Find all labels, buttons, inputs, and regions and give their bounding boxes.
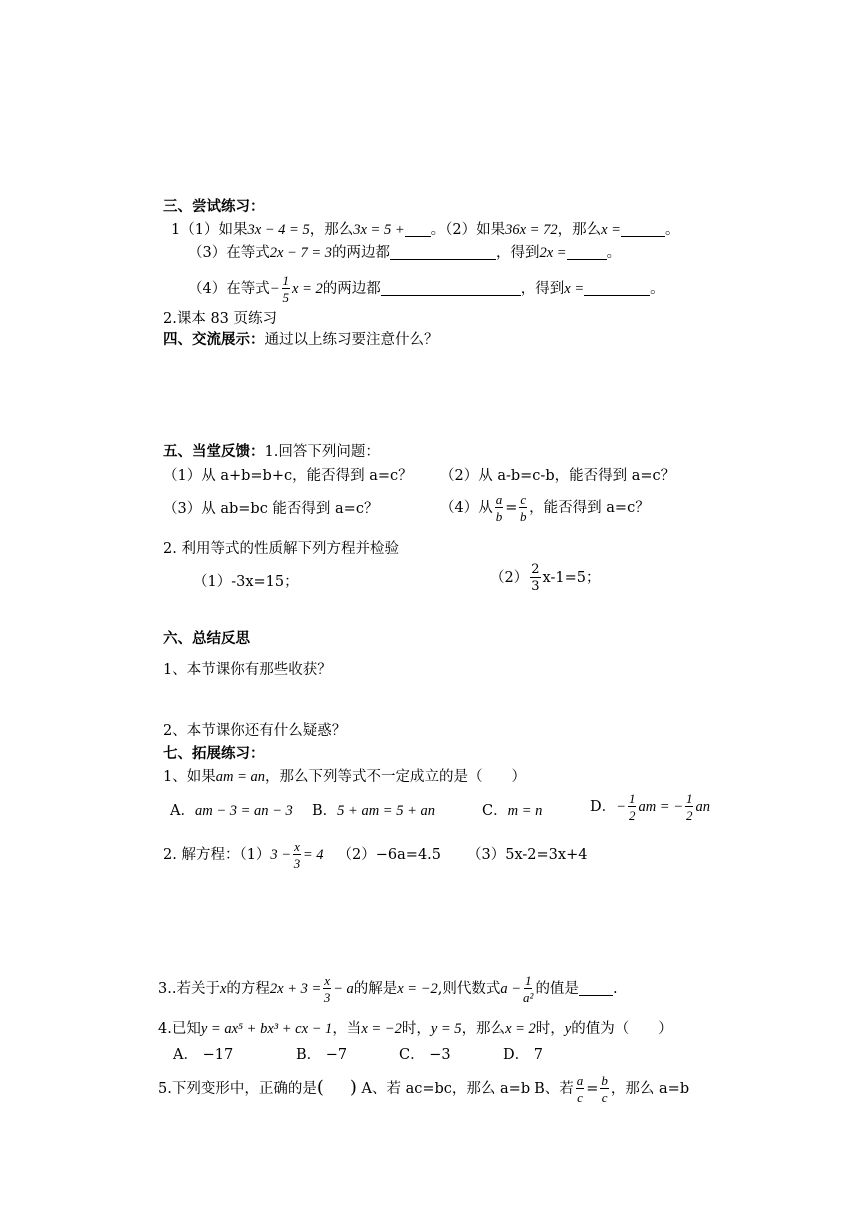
extension-question-4: [158, 1020, 673, 1038]
text: 2. 解方程：（1）: [163, 847, 271, 863]
numerator: x: [324, 973, 331, 988]
equation: x = 2: [292, 281, 323, 297]
text: 1（1）如果: [171, 222, 248, 238]
section-3-title: 三、尝试练习：: [163, 198, 265, 215]
denominator: 2: [628, 808, 636, 823]
text: 的方程: [226, 981, 270, 997]
equation: y = ax⁵ + bx³ + cx − 1: [200, 1021, 333, 1037]
reflection-2: 2、本节课你还有什么疑惑？: [163, 723, 347, 739]
numerator: 1: [628, 791, 636, 806]
exercise-4-line: [188, 274, 665, 304]
numerator: b: [601, 1073, 608, 1088]
option-d: [590, 792, 710, 822]
text: 时，: [535, 1021, 565, 1037]
question-a4: [440, 493, 650, 523]
option-a: [170, 802, 293, 820]
q4-option-b: B． −7: [296, 1047, 348, 1063]
equation: x =: [564, 281, 585, 297]
fraction: [495, 493, 504, 523]
equation: （2）−6a=4.5: [337, 847, 442, 863]
equation: x = 2: [505, 1021, 536, 1037]
equation: 3 −: [270, 847, 292, 863]
denominator: 2: [685, 808, 693, 823]
text: 5.下列变形中，正确的是: [158, 1081, 317, 1097]
text: 。: [606, 245, 622, 261]
denominator: 5: [282, 290, 290, 305]
bracket: ): [349, 1077, 357, 1098]
numerator: 1: [685, 791, 693, 806]
section-5-title: 五、当堂反馈：: [163, 443, 265, 460]
equation: y = 5: [430, 1021, 462, 1037]
minus-sign: −: [616, 799, 626, 815]
equals-sign: =: [586, 1081, 599, 1097]
numerator: 2: [531, 562, 540, 577]
text: 3..若关于: [158, 981, 220, 997]
q4-option-d: D． 7: [503, 1047, 543, 1063]
reflection-1: 1、本节课你有那些收获？: [163, 662, 332, 678]
equation: = 4: [302, 847, 324, 863]
denominator: b: [495, 509, 503, 524]
section-5-line: [163, 443, 380, 461]
numerator: a: [495, 492, 503, 507]
numerator: c: [520, 492, 527, 507]
q4-option-c: C． −3: [399, 1047, 451, 1063]
text: 。: [664, 222, 680, 238]
text: ，能否得到 a=c？: [529, 500, 650, 516]
text: （4）在等式: [188, 281, 270, 297]
denominator: 3: [323, 990, 331, 1005]
equation: am − 3 = an − 3: [194, 803, 293, 819]
text: 1.回答下列问题：: [264, 444, 380, 460]
minus-sign: −: [269, 281, 280, 297]
variable: y: [564, 1021, 572, 1037]
fraction: [519, 493, 527, 523]
equation: x = −2: [361, 1021, 402, 1037]
denominator: c: [577, 1090, 583, 1105]
fraction: [628, 792, 637, 822]
blank-7[interactable]: [579, 981, 613, 996]
option-c: [482, 802, 542, 820]
text: ,则代数式: [437, 981, 501, 997]
section-7-title: 七、拓展练习：: [163, 745, 265, 762]
text: .: [612, 981, 618, 997]
extension-question-2: [163, 840, 587, 870]
numerator: 1: [282, 273, 290, 288]
text: 。: [650, 281, 665, 297]
numerator: 1: [524, 973, 532, 988]
text: 的两边都: [332, 245, 390, 261]
textbook-exercise: 2.课本 83 页练习: [163, 311, 278, 327]
text: ，那么: [309, 222, 354, 238]
blank-3[interactable]: [390, 245, 496, 260]
text: ，得到: [496, 245, 540, 261]
equation: − a: [333, 981, 354, 997]
equation: x =: [601, 222, 621, 238]
extension-question-3: [158, 974, 618, 1004]
denominator: a²: [523, 990, 534, 1005]
text: ，那么下列等式不一定成立的是（ ）: [265, 769, 526, 785]
equation: am = an: [215, 769, 265, 785]
text: 。（2）如果: [430, 222, 506, 238]
text: 时，: [401, 1021, 431, 1037]
fraction: [523, 974, 533, 1004]
equation: m = n: [507, 803, 543, 819]
blank-2[interactable]: [621, 222, 665, 237]
equation: an: [695, 799, 710, 815]
extension-question-1: [163, 768, 526, 786]
denominator: 3: [293, 856, 301, 871]
text: ，当: [332, 1021, 362, 1037]
equation: （3）5x-2=3x+4: [467, 847, 588, 863]
text: 通过以上练习要注意什么？: [264, 332, 439, 348]
fraction: [293, 840, 301, 870]
equation: 2x + 3 =: [269, 981, 322, 997]
extension-question-5: [158, 1074, 689, 1104]
text: ，得到: [520, 281, 565, 297]
section-4-line: [163, 331, 439, 349]
denominator: b: [520, 509, 527, 524]
option-label: C．: [482, 803, 508, 819]
option-a: A、若 ac=bc，那么 a=b: [361, 1081, 531, 1097]
text: （4）从: [440, 500, 493, 516]
equation: x = −2: [397, 981, 438, 997]
text: 1、如果: [163, 769, 216, 785]
equation: 3x = 5 +: [353, 222, 405, 238]
blank-4[interactable]: [567, 245, 607, 260]
text: ，那么 a=b: [610, 1081, 690, 1097]
text: x-1=5；: [542, 570, 601, 586]
option-b: [312, 802, 435, 820]
text: （3）在等式: [188, 245, 270, 261]
equals-sign: =: [505, 500, 518, 516]
equation: 2x =: [539, 245, 567, 261]
section-6-title: 六、总结反思: [163, 630, 250, 647]
equation-1: （1）-3x=15；: [193, 574, 299, 590]
numerator: x: [294, 839, 300, 854]
option-label: A．: [170, 803, 195, 819]
question-a1: （1）从 a+b=b+c，能否得到 a=c？: [163, 468, 413, 484]
option-b: B、若: [534, 1081, 574, 1097]
text: 4.已知: [158, 1021, 201, 1037]
blank-5[interactable]: [381, 281, 521, 296]
denominator: 3: [531, 579, 540, 594]
text: 的解是: [353, 981, 398, 997]
exercise-3-line: [188, 244, 621, 262]
text: 的值是: [535, 981, 579, 997]
equation: 3x − 4 = 5: [247, 222, 310, 238]
equation-2: [490, 563, 600, 593]
q4-option-a: A． −17: [173, 1047, 234, 1063]
denominator: c: [601, 1090, 608, 1105]
text: 的值为（ ）: [571, 1021, 673, 1037]
text: ，那么: [461, 1021, 506, 1037]
exercise-1-line: [171, 221, 679, 239]
equation: a −: [500, 981, 522, 997]
fraction: [576, 1074, 585, 1104]
bracket: (: [316, 1077, 324, 1098]
variable: x: [219, 981, 227, 997]
equation: 5 + am = 5 + an: [337, 803, 435, 819]
question-2: 2. 利用等式的性质解下列方程并检验: [163, 541, 399, 557]
option-label: D．: [590, 799, 617, 815]
blank-1[interactable]: [405, 222, 431, 237]
fraction: [530, 563, 540, 593]
question-a3: （3）从 ab=bc 能否得到 a=c？: [163, 501, 379, 517]
equation: am = −: [638, 799, 683, 815]
numerator: a: [576, 1073, 584, 1088]
fraction: [685, 792, 694, 822]
fraction: [323, 974, 331, 1004]
equation: 36x = 72: [505, 222, 558, 238]
option-label: B．: [312, 803, 338, 819]
text: ，那么: [557, 222, 602, 238]
fraction: [282, 274, 291, 304]
equation: 2x − 7 = 3: [269, 245, 332, 261]
question-a2: （2）从 a-b=c-b，能否得到 a=c？: [440, 468, 676, 484]
text: 的两边都: [322, 281, 381, 297]
blank-6[interactable]: [584, 281, 650, 296]
text: （2）: [490, 570, 529, 586]
section-4-title: 四、交流展示：: [163, 331, 265, 348]
fraction: [600, 1074, 609, 1104]
